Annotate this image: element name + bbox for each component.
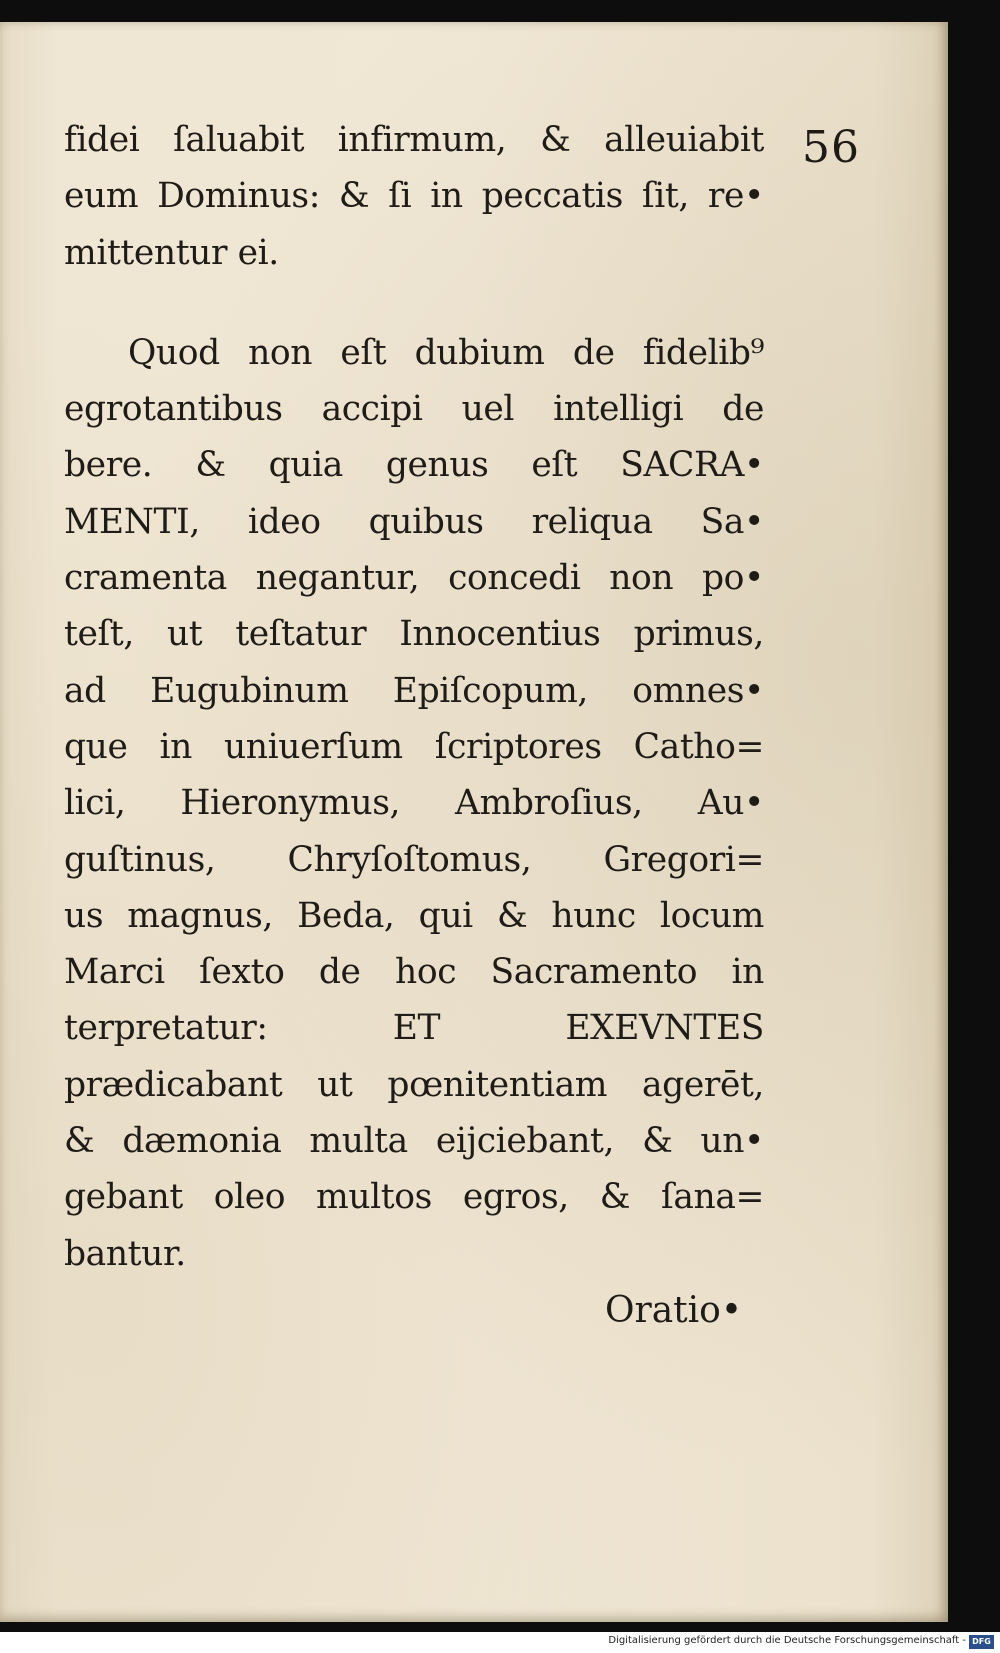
text-line: MENTI, ideo quibus reliqua Sa• — [64, 501, 764, 542]
text-line: & dæmonia multa eijciebant, & un• — [64, 1121, 764, 1162]
paragraph-gap — [64, 281, 764, 325]
text-line: prædicabant ut pœnitentiam agerēt, — [64, 1064, 764, 1105]
text-line: Marci ſexto de hoc Sacramento in — [64, 952, 764, 993]
text-line: bantur. — [64, 1233, 186, 1274]
catchword: Oratio• — [605, 1290, 743, 1331]
funding-credit: Digitalisierung gefördert durch die Deutsche Forschungsgemeinschaft - — [608, 1635, 966, 1646]
text-line: teſt, ut teſtatur Innocentius primus, — [64, 614, 764, 655]
text-line: bere. & quia genus eſt SACRA• — [64, 445, 764, 486]
text-line: Quod non eſt dubium de fidelib⁹ — [128, 332, 764, 373]
text-line: cramenta negantur, concedi non po• — [64, 558, 764, 599]
text-line: eum Dominus: & ſi in peccatis ſit, re• — [64, 176, 764, 217]
text-line: terpretatur: ET EXEVNTES — [64, 1008, 764, 1049]
text-line: ad Eugubinum Epiſcopum, omnes• — [64, 670, 764, 711]
page-text — [64, 112, 764, 1282]
text-line: que in uniuerſum ſcriptores Catho= — [64, 726, 764, 767]
text-line: gebant oleo multos egros, & ſana= — [64, 1177, 764, 1218]
text-line: mittentur ei. — [64, 232, 279, 273]
text-line: egrotantibus accipi uel intelligi de — [64, 389, 764, 430]
text-line: us magnus, Beda, qui & hunc locum — [64, 895, 764, 936]
text-line: fidei ſaluabit infirmum, & alleuiabit — [64, 120, 764, 160]
page-number: 56 — [802, 122, 860, 173]
digitization-footer — [0, 1632, 1000, 1653]
text-line: guſtinus, Chryſoſtomus, Gregori= — [64, 839, 764, 880]
book-page — [0, 22, 948, 1622]
text-line: lici, Hieronymus, Ambroſius, Au• — [64, 783, 764, 824]
dfg-logo: DFG — [969, 1635, 994, 1649]
